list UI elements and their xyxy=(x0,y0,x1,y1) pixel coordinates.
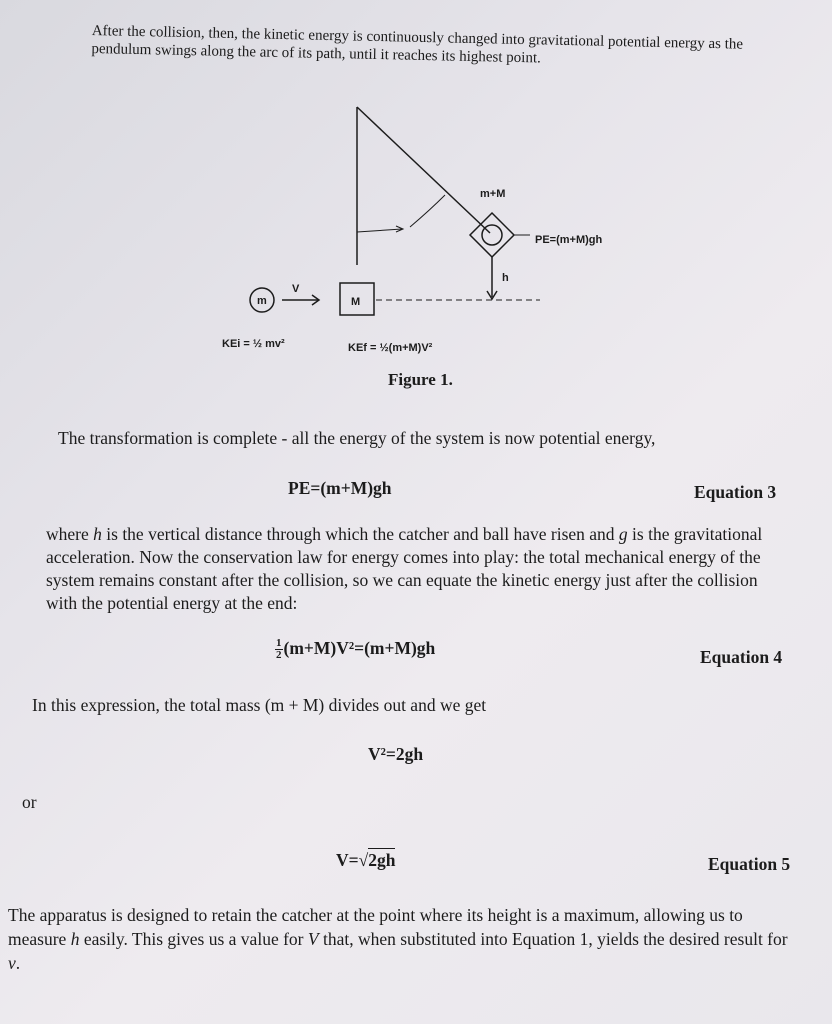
equation-3: PE=(m+M)gh xyxy=(288,478,392,498)
equation-4-body: (m+M)V²=(m+M)gh xyxy=(283,638,436,658)
equation-5-lhs: V= xyxy=(336,850,359,870)
equation-5-label: Equation 5 xyxy=(708,854,791,874)
transformation-paragraph: The transformation is complete - all the energy of the system is now potential energy, xyxy=(58,428,656,448)
square-root xyxy=(359,850,396,871)
where-text-2: is the vertical distance through which the catcher and ball have risen and xyxy=(101,524,619,544)
apparatus-text-2: easily. This gives us a value for xyxy=(79,929,308,949)
label-pe: PE=(m+M)gh xyxy=(535,234,603,246)
symbol-h: h xyxy=(93,524,102,544)
label-h: h xyxy=(502,272,509,284)
rest-line xyxy=(357,229,402,232)
radicand: 2gh xyxy=(368,850,396,870)
equation-3-label: Equation 3 xyxy=(694,482,777,502)
half-fraction xyxy=(275,638,283,661)
equation-5 xyxy=(336,850,395,871)
label-m: m xyxy=(257,295,267,307)
radical-icon: √ xyxy=(358,850,369,870)
symbol-v: v xyxy=(8,953,16,973)
symbol-V: V xyxy=(307,929,319,949)
pendulum-string xyxy=(357,107,490,233)
pendulum-figure xyxy=(200,95,603,395)
expression-paragraph: In this expression, the total mass (m + M) divides out and we get xyxy=(32,695,487,715)
equation-4 xyxy=(275,638,435,661)
symbol-h-2: h xyxy=(70,929,80,949)
label-ke-final: KEf = ½(m+M)V² xyxy=(348,342,433,354)
intro-paragraph: After the collision, then, the kinetic energy is continuously changed into gravitational potential energy as the pendulum swings along the arc of its path, until it reaches its highest point. xyxy=(91,22,744,67)
fraction-numerator: 1 xyxy=(276,637,282,650)
ball-in-catcher xyxy=(482,225,502,245)
label-combined-mass: m+M xyxy=(480,188,506,200)
apparatus-paragraph xyxy=(8,903,798,975)
where-paragraph xyxy=(46,523,776,615)
swing-arc xyxy=(410,195,445,227)
label-v: V xyxy=(292,283,300,295)
or-text: or xyxy=(22,792,37,812)
figure-caption: Figure 1. xyxy=(388,370,453,389)
pendulum-diagram xyxy=(200,95,603,395)
label-M: M xyxy=(351,296,361,308)
label-ke-initial: KEi = ½ mv² xyxy=(222,338,285,350)
apparatus-text-4: . xyxy=(15,953,21,973)
apparatus-text-1: The apparatus is designed to retain the catcher at the point where its height is a maximum, allowing us to measure xyxy=(8,905,743,949)
symbol-g: g xyxy=(618,524,628,544)
where-text-1: where xyxy=(46,524,94,544)
equation-v-squared: V²=2gh xyxy=(368,744,424,764)
where-text-3: is the gravitational acceleration. Now the conservation law for energy comes into play: the total mechanical energy of the system remains constant after the collision, so we can equate the kinetic energy just after the collision with the potential energy at the end: xyxy=(46,524,763,613)
apparatus-text-3: that, when substituted into Equation 1, yields the desired result for xyxy=(318,929,788,949)
fraction-denominator: 2 xyxy=(276,649,282,662)
equation-4-label: Equation 4 xyxy=(700,647,783,667)
